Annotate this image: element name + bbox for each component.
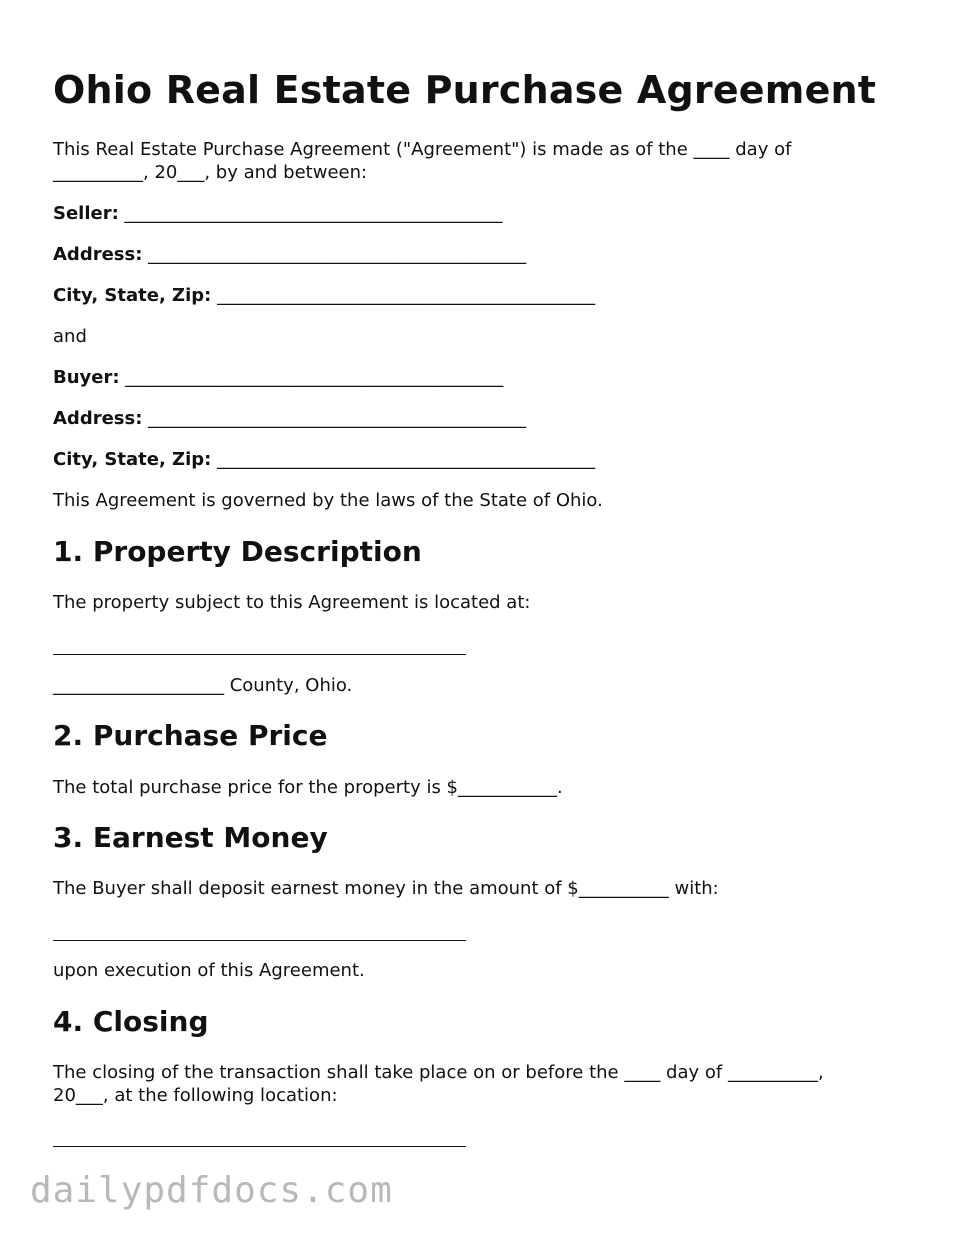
- earnest-text: The Buyer shall deposit earnest money in the amount of $__________ with:: [53, 878, 719, 899]
- earnest-after-text: upon execution of this Agreement.: [53, 960, 365, 981]
- buyer-city-blank: __________________________________________: [217, 449, 596, 470]
- section-heading-closing: 4. Closing: [53, 1005, 209, 1038]
- seller-name-field[interactable]: [53, 202, 503, 225]
- price-text: The total purchase price for the property is $___________.: [53, 777, 563, 798]
- buyer-name-label: Buyer:: [53, 367, 120, 388]
- seller-city-blank: __________________________________________: [217, 285, 596, 306]
- buyer-name-blank: __________________________________________: [125, 367, 504, 388]
- earnest-holder-line[interactable]: [53, 940, 466, 941]
- seller-address-label: Address:: [53, 244, 143, 265]
- buyer-city-field[interactable]: [53, 448, 595, 471]
- document-title: Ohio Real Estate Purchase Agreement: [53, 68, 877, 112]
- seller-address-blank: __________________________________________: [148, 244, 527, 265]
- intro-line-2: __________, 20___, by and between:: [53, 162, 368, 183]
- buyer-name-field[interactable]: [53, 366, 503, 389]
- governing-law-text: This Agreement is governed by the laws of the State of Ohio.: [53, 490, 603, 511]
- intro-line-1: This Real Estate Purchase Agreement ("Agreement") is made as of the ____ day of: [53, 139, 792, 160]
- property-text: The property subject to this Agreement is located at:: [53, 592, 531, 613]
- watermark: dailypdfdocs.com: [30, 1170, 393, 1211]
- seller-city-field[interactable]: [53, 284, 595, 307]
- seller-name-blank: __________________________________________: [124, 203, 503, 224]
- section-heading-price: 2. Purchase Price: [53, 719, 328, 752]
- section-heading-earnest: 3. Earnest Money: [53, 821, 328, 854]
- closing-text-line-2: 20___, at the following location:: [53, 1085, 338, 1106]
- buyer-address-field[interactable]: [53, 407, 526, 430]
- buyer-address-blank: __________________________________________: [148, 408, 527, 429]
- closing-location-line[interactable]: [53, 1146, 466, 1147]
- seller-address-field[interactable]: [53, 243, 526, 266]
- section-heading-property: 1. Property Description: [53, 535, 422, 568]
- seller-name-label: Seller:: [53, 203, 119, 224]
- property-address-line[interactable]: [53, 654, 466, 655]
- buyer-city-label: City, State, Zip:: [53, 449, 212, 470]
- property-county-line[interactable]: ___________________ County, Ohio.: [53, 675, 353, 696]
- seller-city-label: City, State, Zip:: [53, 285, 212, 306]
- buyer-address-label: Address:: [53, 408, 143, 429]
- and-text: and: [53, 326, 87, 347]
- closing-text-line-1: The closing of the transaction shall take place on or before the ____ day of __________,: [53, 1062, 824, 1083]
